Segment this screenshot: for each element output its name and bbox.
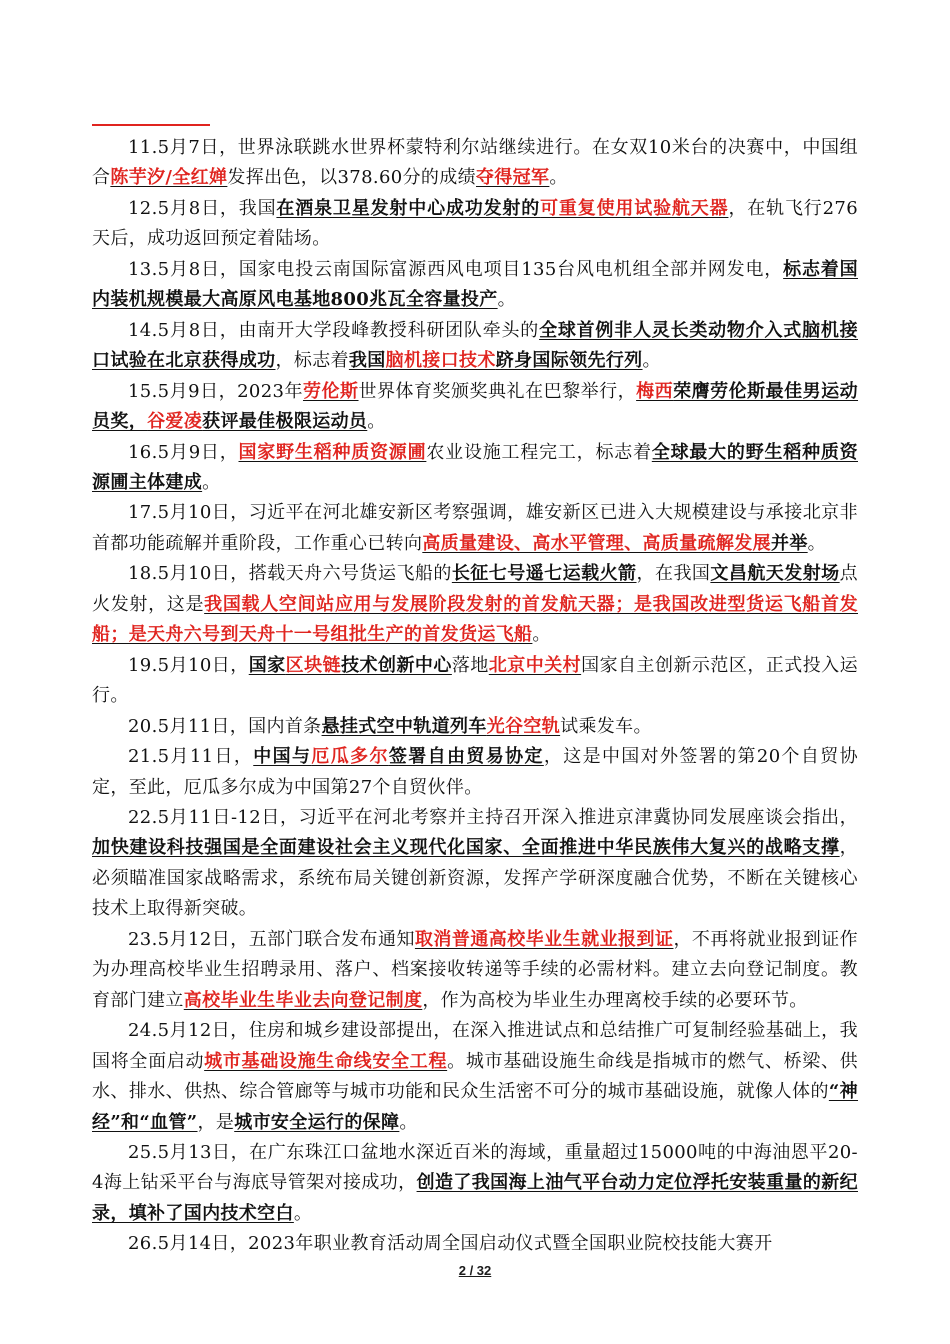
body-text: 26.5月14日，2023年职业教育活动周全国启动仪式暨全国职业院校技能大赛开 xyxy=(128,1233,773,1255)
key-phrase-emphasis: 全球首例非人灵长类动物介入式脑机接口试验在北京获得成功 xyxy=(92,319,858,372)
key-phrase-emphasis: 签署自由贸易协定 xyxy=(388,746,544,768)
key-term-highlight: 劳伦斯 xyxy=(302,380,359,402)
key-phrase-emphasis: 中国与 xyxy=(253,746,312,768)
body-text: 。 xyxy=(202,471,221,493)
document-body xyxy=(92,133,858,1260)
body-text: 落地 xyxy=(451,654,489,676)
body-text: 17.5月10日，习近平在河北雄安新区考察强调，雄安新区已进入大规模建设与承接北京非首都功能疏解并重阶段，工作重心已转向 xyxy=(92,502,858,554)
key-phrase-emphasis: 在酒泉卫星发射中心成功发射的 xyxy=(276,197,541,219)
page-number: 2 / 32 xyxy=(458,1263,492,1278)
body-text: ，必须瞄准国家战略需求，系统布局关键创新资源，发挥产学研深度融合优势，不断在关键核心技术上取得新突破。 xyxy=(92,837,858,920)
key-term-highlight: 陈芋汐/全红婵 xyxy=(110,167,228,189)
body-text: 农业设施工程完工，标志着 xyxy=(426,441,652,463)
body-text: 13.5月8日，国家电投云南国际富源西风电项目135台风电机组全部并网发电， xyxy=(128,258,784,280)
body-text: ，作为高校为毕业生办理离校手续的必要环节。 xyxy=(422,989,808,1011)
key-term-highlight: 我国载人空间站应用与发展阶段发射的首发航天器；是我国改进型货运飞船首发船；是天舟六号到天舟十一号组批生产的首发货运飞船 xyxy=(92,593,858,646)
body-text: 15.5月9日，2023年 xyxy=(128,380,303,402)
body-text: ，是 xyxy=(197,1111,235,1133)
body-text: 。城市基础设施生命线是指城市的燃气、桥梁、供水、排水、供热、综合管廊等与城市功能和民众生活密不可分的城市基础设施，就像人体的 xyxy=(92,1050,858,1103)
key-phrase-emphasis: 全球最大的野生稻种质资源圃主体建成 xyxy=(92,441,858,493)
news-item-paragraph xyxy=(92,133,858,194)
news-item-paragraph xyxy=(92,194,858,255)
key-phrase-emphasis: 城市安全运行的保障 xyxy=(234,1111,400,1133)
key-term-highlight: 北京中关村 xyxy=(488,654,582,676)
body-text: ，在我国 xyxy=(636,563,711,585)
body-text: 世界体育奖颁奖典礼在巴黎举行， xyxy=(358,380,637,402)
body-text: 14.5月8日，由南开大学段峰教授科研团队牵头的 xyxy=(128,319,540,341)
body-text: 。 xyxy=(293,1202,313,1224)
key-phrase-emphasis: 长征七号遥七运载火箭 xyxy=(451,563,637,585)
news-item-paragraph xyxy=(92,316,858,377)
body-text: 20.5月11日，国内首条 xyxy=(128,715,322,737)
key-phrase-emphasis: 标志着国内装机规模最大高原风电基地800兆瓦全容量投产 xyxy=(92,258,858,311)
body-text: 国家自主创新示范区，正式投入运行。 xyxy=(92,654,858,707)
body-text: ，在轨飞行276天后，成功返回预定着陆场。 xyxy=(92,197,859,250)
header-rule xyxy=(92,124,210,126)
key-phrase-emphasis: 文昌航天发射场 xyxy=(710,563,840,585)
body-text: 24.5月12日，住房和城乡建设部提出，在深入推进试点和总结推广可复制经验基础上，我国将全面启动 xyxy=(92,1020,858,1072)
news-item-paragraph xyxy=(92,255,858,316)
key-term-highlight: 厄瓜多尔 xyxy=(311,746,389,768)
key-term-highlight: 取消普通高校毕业生就业报到证 xyxy=(414,928,674,950)
body-text: 19.5月10日， xyxy=(128,654,249,676)
news-item-paragraph xyxy=(92,1229,858,1259)
body-text: 。 xyxy=(399,1111,418,1133)
news-item-paragraph xyxy=(92,1016,858,1138)
news-item-paragraph xyxy=(92,803,858,925)
body-text: 。 xyxy=(367,411,386,433)
key-phrase-emphasis: “神经”和“血管” xyxy=(92,1081,859,1133)
news-item-paragraph xyxy=(92,1138,858,1229)
body-text: 。 xyxy=(497,289,516,311)
key-phrase-emphasis: 获评最佳极限运动员 xyxy=(202,411,368,433)
body-text: 12.5月8日，我国 xyxy=(128,197,277,219)
key-phrase-emphasis: 国家 xyxy=(248,654,286,676)
body-text: 21.5月11日， xyxy=(128,746,254,768)
news-item-paragraph xyxy=(92,559,858,650)
body-text: 18.5月10日，搭载天舟六号货运飞船的 xyxy=(128,563,452,585)
key-phrase-emphasis: 悬挂式空中轨道列车 xyxy=(321,715,487,737)
key-phrase-emphasis: 我国 xyxy=(348,350,386,372)
news-item-paragraph xyxy=(92,651,858,712)
key-term-highlight: 夺得冠军 xyxy=(475,167,550,189)
body-text: 。 xyxy=(532,624,551,646)
key-phrase-emphasis: 创造了我国海上油气平台动力定位浮托安装重量的新纪录，填补了国内技术空白 xyxy=(92,1172,858,1224)
body-text: 点火发射，这是 xyxy=(92,563,859,615)
key-phrase-emphasis: 加快建设科技强国是全面建设社会主义现代化国家、全面推进中华民族伟大复兴的战略支撑 xyxy=(92,837,840,859)
body-text: 。 xyxy=(642,350,661,372)
body-text: 。 xyxy=(549,167,568,189)
news-item-paragraph xyxy=(92,498,858,559)
body-text: 试乘发车。 xyxy=(560,715,652,737)
key-phrase-emphasis: 跻身国际领先行列 xyxy=(495,350,643,372)
key-phrase-emphasis: 技术创新中心 xyxy=(341,654,452,676)
key-term-highlight: 光谷空轨 xyxy=(486,715,561,737)
body-text: ，不再将就业报到证作为办理高校毕业生招聘录用、落户、档案接收转递等手续的必需材料。建立去向登记制度。教育部门建立 xyxy=(92,928,859,1011)
body-text: 22.5月11日-12日，习近平在河北考察并主持召开深入推进京津冀协同发展座谈会指出， xyxy=(128,806,858,828)
key-term-highlight: 国家野生稻种质资源圃 xyxy=(238,441,427,463)
body-text: 25.5月13日，在广东珠江口盆地水深近百米的海域，重量超过15000吨的中海油恩平20-4海上钻采平台与海底导管架对接成功， xyxy=(92,1141,858,1194)
key-term-highlight: 区块链 xyxy=(285,654,342,676)
key-phrase-emphasis: 荣膺劳伦斯最佳男运动员奖， xyxy=(92,380,859,433)
key-term-highlight: 脑机接口技术 xyxy=(385,350,496,372)
key-term-highlight: 高质量建设、高水平管理、高质量疏解发展 xyxy=(422,532,771,554)
key-term-highlight: 城市基础设施生命线安全工程 xyxy=(204,1050,448,1072)
body-text: ，这是中国对外签署的第20个自贸协定，至此，厄瓜多尔成为中国第27个自贸伙伴。 xyxy=(92,746,858,798)
key-phrase-emphasis: 并举 xyxy=(770,532,808,554)
body-text: 23.5月12日，五部门联合发布通知 xyxy=(128,928,415,950)
news-item-paragraph xyxy=(92,377,858,438)
body-text: 16.5月9日， xyxy=(128,441,239,463)
key-term-highlight: 谷爱凌 xyxy=(147,411,203,433)
key-term-highlight: 梅西 xyxy=(636,380,674,402)
body-text: ，标志着 xyxy=(275,350,349,372)
news-item-paragraph xyxy=(92,712,858,742)
body-text: 11.5月7日，世界泳联跳水世界杯蒙特利尔站继续进行。在女双10米台的决赛中，中国组合 xyxy=(92,137,858,189)
news-item-paragraph xyxy=(92,925,858,1016)
key-term-highlight: 可重复使用试验航天器 xyxy=(540,197,729,219)
news-item-paragraph xyxy=(92,438,858,499)
body-text: 发挥出色，以378.60分的成绩 xyxy=(227,167,476,189)
key-term-highlight: 高校毕业生毕业去向登记制度 xyxy=(183,989,423,1011)
body-text: 。 xyxy=(807,532,827,554)
news-item-paragraph xyxy=(92,742,858,803)
